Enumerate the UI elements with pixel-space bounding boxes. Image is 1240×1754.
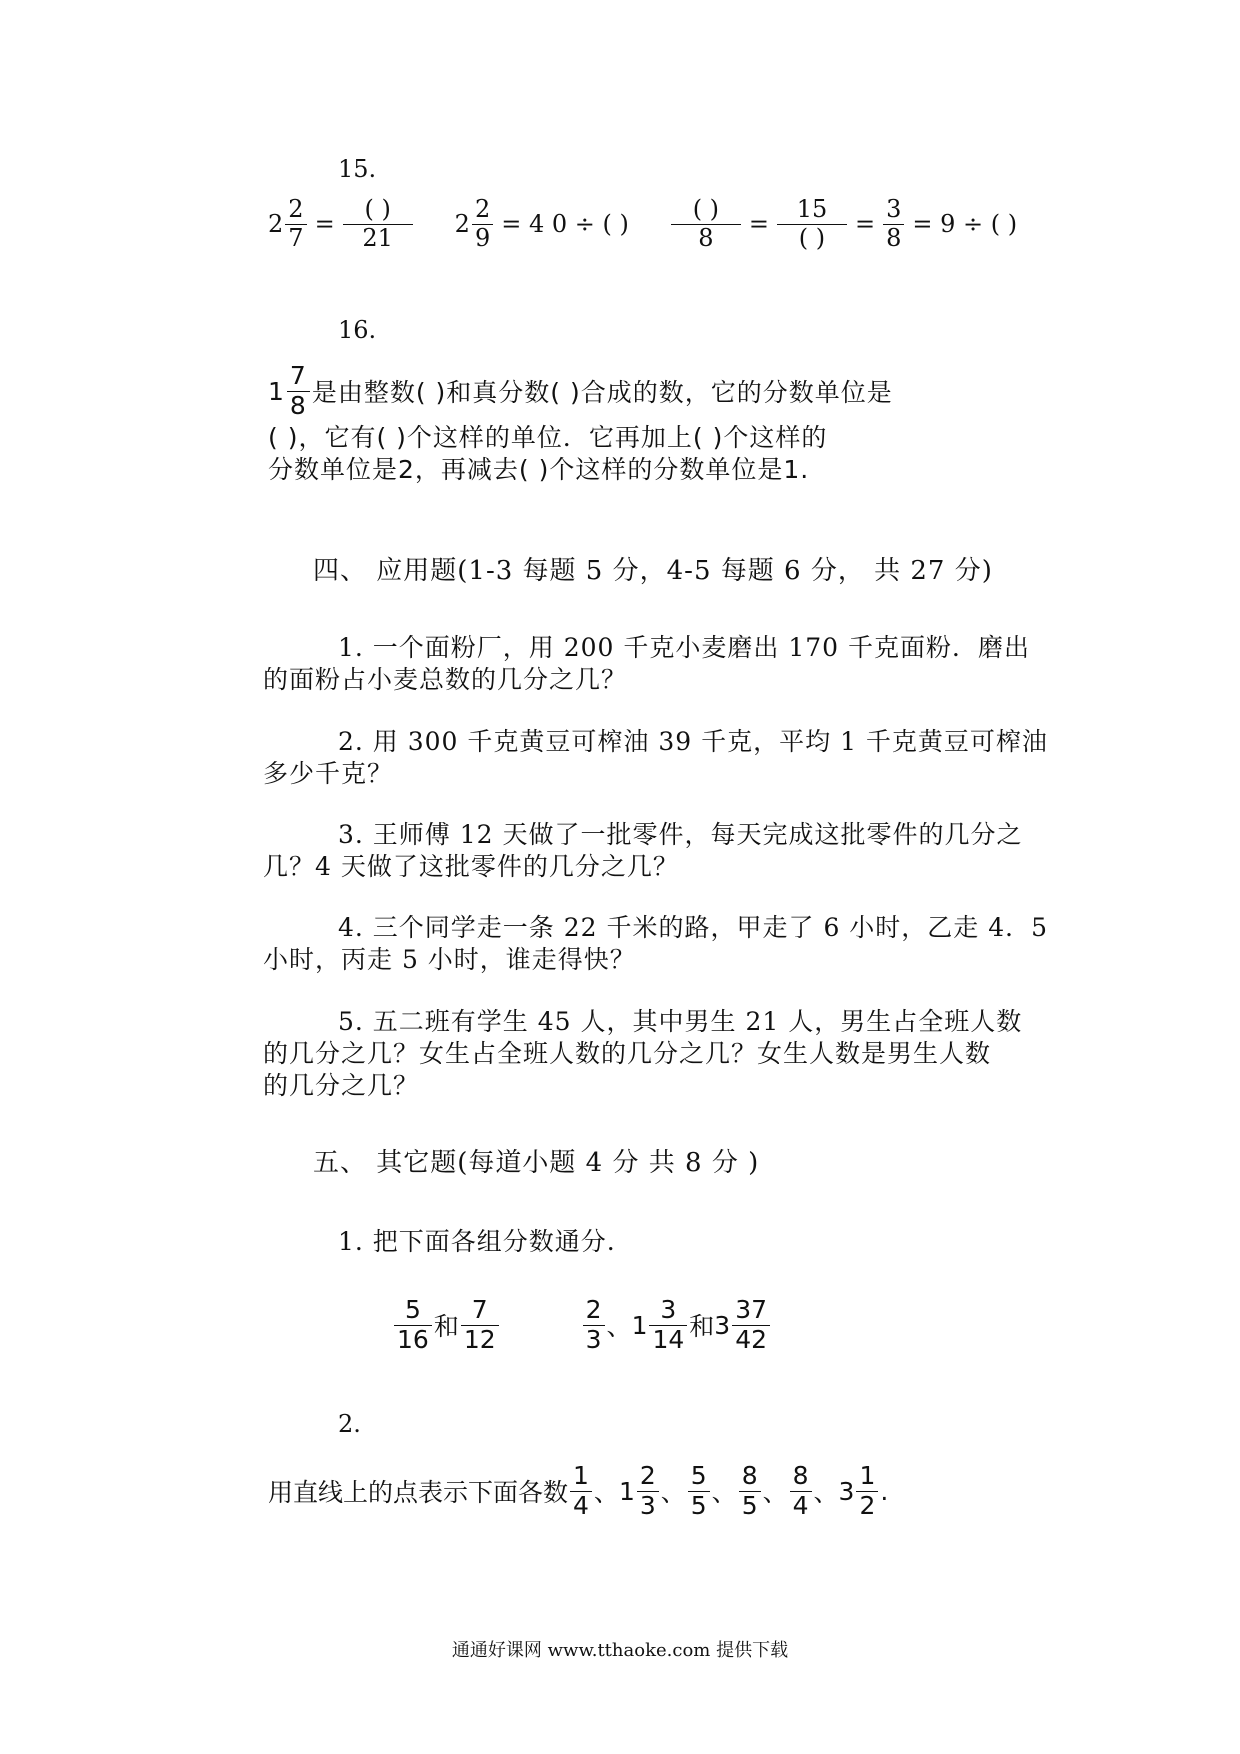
problem5-line2: 的几分之几？女生占全班人数的几分之几？女生人数是男生人数: [263, 1039, 992, 1068]
problem5-line1: 5. 五二班有学生 45 人，其中男生 21 人，男生占全班人数: [338, 1007, 1023, 1036]
g2-fraction-c: $\frac{37}{42}$: [732, 1296, 770, 1355]
problem2-line1: 2. 用 300 千克黄豆可榨油 39 千克，平均 1 千克黄豆可榨油: [338, 727, 1048, 756]
q15-e1-blank-fraction: $\frac{( )}{21}$: [343, 196, 413, 252]
g1-fraction-b: $\frac{7}{12}$: [461, 1296, 499, 1355]
problem1-line2: 的面粉占小麦总数的几分之几？: [263, 665, 628, 694]
section4-heading: 四、 应用题(1-3 每题 5 分，4-5 每题 6 分， 共 27 分): [313, 556, 993, 586]
page-footer: 通通好课网 www.tthaoke.com 提供下载: [451, 1640, 789, 1661]
g2-fraction-b: $\frac{3}{14}$: [649, 1296, 687, 1355]
q15-e1-fraction: $\frac{2}{7}$: [285, 196, 306, 252]
q15-label: 15.: [338, 155, 377, 183]
section5-q1-text: 1. 把下面各组分数通分.: [338, 1227, 616, 1256]
problem3-line1: 3. 王师傅 12 天做了一批零件，每天完成这批零件的几分之: [338, 820, 1023, 849]
problem1-line1: 1. 一个面粉厂，用 200 千克小麦磨出 170 千克面粉．磨出: [338, 633, 1031, 662]
section5-q2-line: 用直线上的点表示下面各数 $\frac{1}{4}$ 、 1 $\frac{2}{3}$ 、 $\frac{5}{5}$ 、 $\frac{8}{5}$ 、 $\frac{8}{4}$ 、 3 $\frac{1}{2}$ .: [268, 1461, 889, 1520]
problem2-line2: 多少千克？: [263, 759, 394, 788]
q16-line3: 分数单位是2，再减去( )个这样的分数单位是1.: [268, 455, 810, 484]
number-3-fraction: $\frac{5}{5}$: [688, 1462, 710, 1521]
q15-e1-whole: 2: [268, 210, 284, 239]
problem4-line1: 4. 三个同学走一条 22 千米的路，甲走了 6 小时，乙走 4．5: [338, 913, 1049, 942]
problem5-line3: 的几分之几？: [263, 1071, 420, 1100]
q15-equations: 2 $\frac{2}{7}$ = $\frac{( )}{21}$ 2 $\frac{2}{9}$ = 4 0 ÷ ( ) $\frac{( )}{8}$ = $\frac{15}{( )}$ = $\frac{3}{8}$ = 9 ÷ ( ): [268, 195, 1018, 252]
number-6-fraction: $\frac{1}{2}$: [856, 1462, 878, 1521]
q16-line2: ( )，它有( )个这样的单位．它再加上( )个这样的: [268, 423, 828, 452]
section5-q2-label: 2.: [338, 1410, 361, 1438]
section5-q1-fractions: $\frac{5}{16}$ 和 $\frac{7}{12}$ $\frac{2}{3}$ 、 1 $\frac{3}{14}$ 和 3 $\frac{37}{42}$: [392, 1296, 772, 1355]
q16-line1: 1 $\frac{7}{8}$ 是由整数( )和真分数( )合成的数，它的分数单位是: [268, 361, 893, 420]
section5-heading: 五、 其它题(每道小题 4 分 共 8 分 ): [313, 1148, 760, 1178]
problem3-line2: 几？4 天做了这批零件的几分之几？: [263, 852, 679, 881]
q16-fraction: $\frac{7}{8}$: [287, 362, 310, 421]
g1-fraction-a: $\frac{5}{16}$: [394, 1296, 432, 1355]
q15-e3-left-fraction: $\frac{( )}{8}$: [671, 196, 741, 252]
number-1-fraction: $\frac{1}{4}$: [570, 1462, 592, 1521]
number-2-fraction: $\frac{2}{3}$: [637, 1462, 659, 1521]
q15-e2-fraction: $\frac{2}{9}$: [472, 196, 493, 252]
q16-label: 16.: [338, 316, 377, 344]
problem4-line2: 小时，丙走 5 小时，谁走得快？: [263, 945, 636, 974]
number-4-fraction: $\frac{8}{5}$: [739, 1462, 761, 1521]
q15-e3-right-fraction: $\frac{3}{8}$: [883, 196, 904, 252]
q15-e3-mid-fraction: $\frac{15}{( )}$: [777, 196, 847, 252]
number-5-fraction: $\frac{8}{4}$: [790, 1462, 812, 1521]
g2-fraction-a: $\frac{2}{3}$: [583, 1296, 605, 1355]
